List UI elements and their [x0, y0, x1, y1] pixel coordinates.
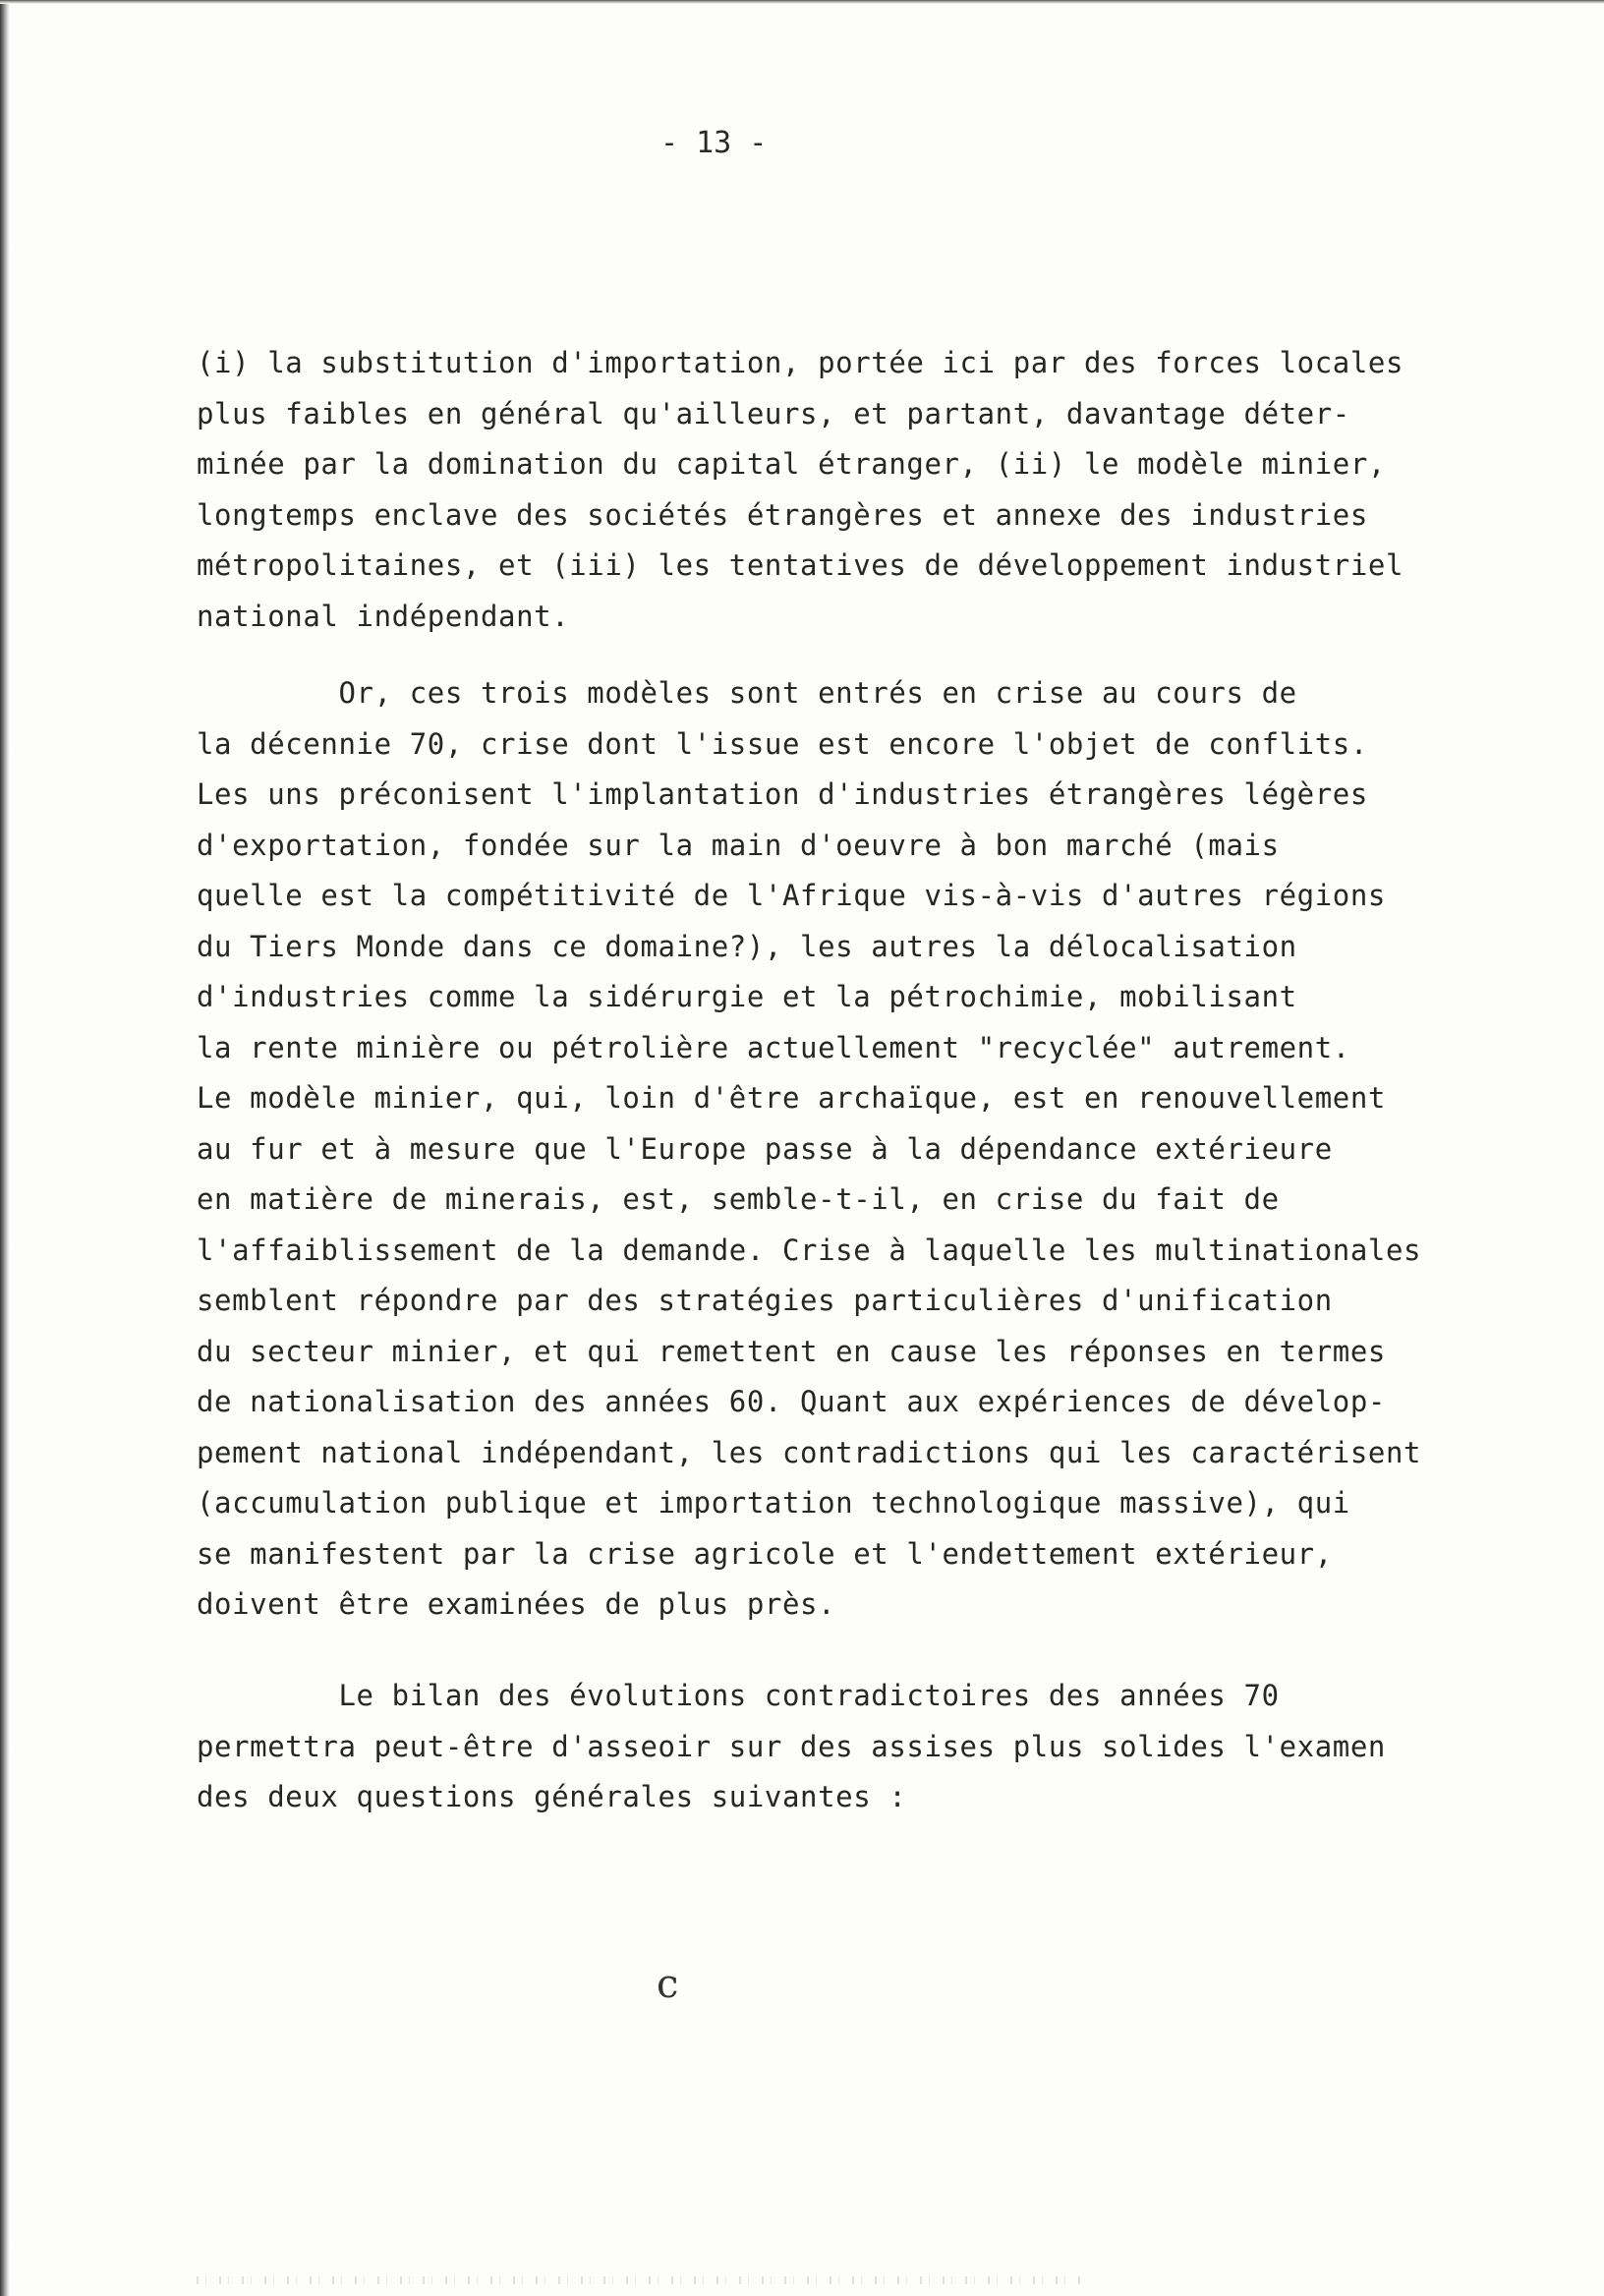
- text-line: Les uns préconisent l'implantation d'industries étrangères légères: [197, 777, 1368, 811]
- text-line: du Tiers Monde dans ce domaine?), les autres la délocalisation: [197, 929, 1297, 963]
- text-line: pement national indépendant, les contradictions qui les caractérisent: [197, 1435, 1422, 1469]
- text-line: permettra peut-être d'asseoir sur des assises plus solides l'examen: [197, 1729, 1386, 1763]
- paragraph-1: [197, 338, 1533, 642]
- text-line: métropolitaines, et (iii) les tentatives de développement industriel: [197, 548, 1404, 582]
- text-line: longtemps enclave des sociétés étrangères et annexe des industries: [197, 497, 1368, 532]
- text-line: quelle est la compétitivité de l'Afrique vis-à-vis d'autres régions: [197, 879, 1386, 912]
- text-line: la décennie 70, crise dont l'issue est encore l'objet de conflits.: [197, 726, 1368, 761]
- text-line: plus faibles en général qu'ailleurs, et partant, davantage déter-: [197, 396, 1350, 430]
- text-line: d'industries comme la sidérurgie et la pétrochimie, mobilisant: [197, 980, 1297, 1013]
- text-line: l'affaiblissement de la demande. Crise à laquelle les multinationales: [197, 1233, 1422, 1267]
- text-line: national indépendant.: [197, 599, 570, 633]
- text-line: des deux questions générales suivantes :: [197, 1780, 907, 1813]
- text-line: la rente minière ou pétrolière actuellement "recyclée" autrement.: [197, 1030, 1350, 1064]
- text-line: de nationalisation des années 60. Quant aux expériences de dévelop-: [197, 1385, 1386, 1418]
- scan-left-edge: [0, 0, 10, 2296]
- text-line: Le bilan des évolutions contradictoires des années 70: [197, 1679, 1280, 1712]
- text-line: minée par la domination du capital étranger, (ii) le modèle minier,: [197, 447, 1386, 481]
- text-line: doivent être examinées de plus près.: [197, 1587, 836, 1621]
- text-line: d'exportation, fondée sur la main d'oeuvre à bon marché (mais: [197, 828, 1280, 862]
- text-line: semblent répondre par des stratégies particulières d'unification: [197, 1284, 1333, 1317]
- scan-bottom-noise: [197, 2276, 1081, 2284]
- text-line: Le modèle minier, qui, loin d'être archaïque, est en renouvellement: [197, 1081, 1386, 1115]
- bottom-mark: c: [657, 1962, 679, 2007]
- scan-top-edge: [0, 0, 1604, 4]
- paragraph-2: [197, 668, 1533, 1631]
- text-line: au fur et à mesure que l'Europe passe à la dépendance extérieure: [197, 1131, 1333, 1166]
- text-line: se manifestent par la crise agricole et l'endettement extérieur,: [197, 1536, 1333, 1571]
- text-line: (i) la substitution d'importation, portée ici par des forces locales: [197, 346, 1404, 379]
- page-number: - 13 -: [660, 126, 768, 160]
- text-line: Or, ces trois modèles sont entrés en crise au cours de: [197, 676, 1297, 710]
- paragraph-3: [197, 1671, 1533, 1823]
- text-line: du secteur minier, et qui remettent en cause les réponses en termes: [197, 1334, 1386, 1368]
- text-line: en matière de minerais, est, semble-t-il, en crise du fait de: [197, 1182, 1280, 1216]
- text-line: (accumulation publique et importation technologique massive), qui: [197, 1486, 1350, 1520]
